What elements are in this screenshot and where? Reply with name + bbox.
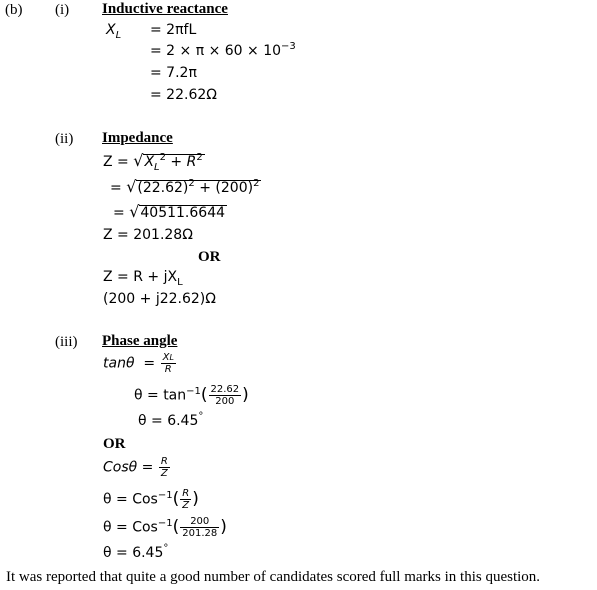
- xl-symbol: $X_L$: [106, 22, 122, 41]
- heading-phase-angle: Phase angle: [102, 333, 178, 349]
- xl-eq-line1: = 2πfL: [150, 22, 197, 38]
- theta-result-1: θ = 6.45°: [138, 411, 204, 429]
- theta-cos-inverse: θ = Cos$^{-1}$( $\frac{R}{Z}$ ): [103, 488, 199, 511]
- sub-label-iii: (iii): [55, 334, 78, 350]
- tan-equation: tanθ = $\frac{XL}{R}$: [103, 352, 174, 375]
- impedance-eq-line2: = $√(22.62)^2 + (200)^2$: [110, 177, 260, 196]
- examiner-comment: It was reported that quite a good number of candidates scored full marks in this question.: [6, 569, 541, 585]
- theta-tan-inverse: $\theta = \tan^{-1}$( $\frac{22.62}{200}$ ): [134, 384, 249, 407]
- sub-label-i: (i): [55, 2, 70, 18]
- cos-equation: Cosθ = $\frac{R}{Z}$: [103, 456, 168, 479]
- sub-label-ii: (ii): [55, 131, 74, 147]
- heading-inductive-reactance: Inductive reactance: [102, 1, 228, 17]
- or-label-iii: OR: [103, 436, 126, 452]
- xl-eq-line4: = 22.62Ω: [150, 87, 217, 103]
- xl-eq-line3: = 7.2π: [150, 65, 197, 81]
- part-label: (b): [5, 2, 23, 18]
- theta-cos-inverse-values: θ = Cos$^{-1}$( $\frac{200}{201.28}$ ): [103, 516, 227, 539]
- impedance-eq-line3: = √40511.6644: [113, 202, 226, 221]
- xl-eq-line2: = $2 \times \pi \times 60 \times 10^{-3}$: [150, 41, 296, 59]
- heading-impedance: Impedance: [102, 130, 173, 146]
- impedance-alt-eq: $Z = R + jX_L$: [103, 269, 183, 288]
- or-label-ii: OR: [198, 249, 221, 265]
- impedance-alt-result: (200 + j22.62)Ω: [103, 291, 216, 307]
- impedance-eq-line1: $Z = √X_L^2 + R^2$: [103, 151, 203, 173]
- theta-result-2: θ = 6.45°: [103, 543, 169, 561]
- impedance-result: Z = 201.28Ω: [103, 227, 193, 243]
